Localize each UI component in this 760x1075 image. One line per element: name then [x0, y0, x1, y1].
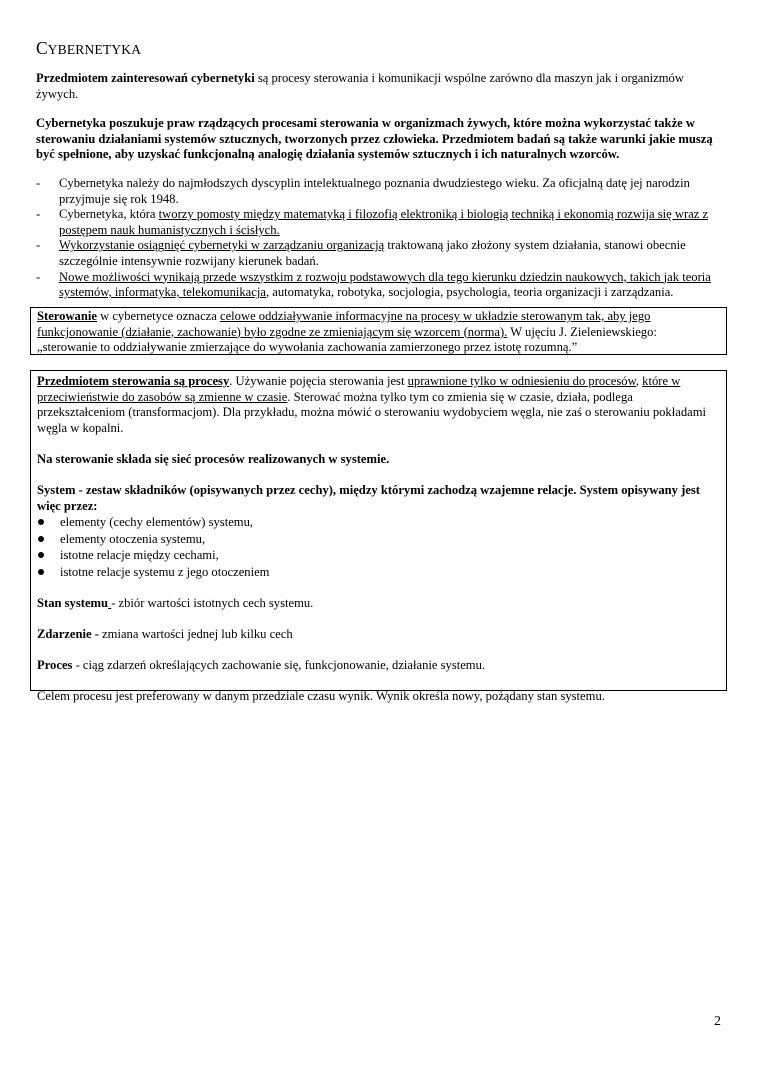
steering-term: Sterowanie [37, 309, 97, 323]
process-text: - ciąg zdarzeń określających zachowanie się, funkcjonowanie, działanie systemu. [72, 657, 486, 672]
steering-underlined: celowe oddziaływanie informacyjne na procesy w układzie sterowanym tak, aby jego funkcjonowanie (działanie, zachowanie) było zgodne ze zmieniającym się wzorcem (norma). [37, 309, 651, 339]
dash-marker: - [36, 238, 41, 253]
list-item-text: traktowaną jako złożony system działania, stanowi obecnie szczególnie intensywnie rozwijany kierunek badań. [59, 238, 686, 268]
list-item-text: , automatyka, robotyka, socjologia, psychologia, teoria organizacji i zarządzania. [265, 285, 674, 300]
state-term: Stan systemu [37, 595, 109, 610]
process-term: Proces [37, 657, 73, 672]
bullet-dot-icon [38, 519, 44, 525]
state-text: - zbiór wartości istotnych cech systemu. [111, 595, 314, 610]
list-item-underlined: Nowe możliwości wynikają przede wszystkim z rozwoju podstawowych dla tego kierunku dziedzin naukowych, takich jak teoria systemów, informatyka, telekomunikacja [59, 269, 711, 300]
bullet-text: elementy (cechy elementów) systemu, [60, 515, 254, 530]
bullet-dot-icon [38, 569, 44, 575]
process-definition [37, 658, 720, 674]
network-text: Na sterowanie składa się sieć procesów realizowanych w systemie. [37, 451, 390, 466]
processes-box [30, 370, 727, 704]
bullet-text: istotne relacje między cechami, [60, 548, 219, 563]
bullet-item [37, 564, 720, 580]
bullet-item [37, 514, 720, 530]
list-item [36, 270, 726, 301]
dash-list [36, 176, 726, 301]
intro-text: są procesy sterowania i komunikacji wspólne zarówno dla maszyn jak i organizmów żywych. [36, 71, 684, 101]
steering-quote: W ujęciu J. Zieleniewskiego: „sterowanie to oddziaływanie zmierzające do wywołania zachowania zamierzonego przez istotę rozumną.” [37, 324, 657, 355]
processes-underlined-2: które w przeciwieństwie do zasobów są zmienne w czasie [37, 374, 681, 404]
list-item-text: Cybernetyka należy do najmłodszych dyscyplin intelektualnego poznania dwudziestego wieku. Za oficjalną datę jej narodzin przyjmuje się rok 1948. [59, 176, 690, 206]
intro-bold: Przedmiotem zainteresowań cybernetyki [36, 71, 255, 85]
laws-paragraph [36, 116, 726, 163]
system-bullet-list [37, 514, 720, 580]
intro-paragraph [36, 71, 726, 102]
list-item [36, 207, 726, 238]
processes-text: , [635, 374, 643, 388]
processes-underlined-1: uprawnione tylko w odniesieniu do procesów [407, 374, 636, 388]
list-item-underlined: tworzy pomosty między matematyką i filozofią elektroniką i biologią techniką i ekonomią rozwija się wraz z postępem nauk humanistycznych i ścisłych. [59, 207, 709, 237]
event-term: Zdarzenie - [37, 626, 99, 641]
dash-marker: - [36, 176, 41, 190]
list-item-underlined: Wykorzystanie osiągnięć cybernetyki w zarządzaniu organizacją [59, 238, 385, 253]
bullet-dot-icon [38, 536, 44, 542]
bullet-item [37, 547, 720, 563]
bullet-item [37, 531, 720, 547]
dash-marker: - [36, 269, 41, 284]
laws-text: Cybernetyka poszukuje praw rządzących procesami sterowania w organizmach żywych, które można wykorzystać także w sterowaniu działaniami systemów sztucznych, tworzonych przez człowieka. Przedmiotem badań są także warunki jakie muszą być spełnione, aby uzyskać funkcjonalną analogię działania systemów sztucznych i ich naturalnych wzorców. [36, 116, 713, 162]
page-number: 2 [714, 1014, 721, 1029]
event-text: zmiana wartości jednej lub kilku cech [98, 626, 293, 641]
bullet-text: istotne relacje systemu z jego otoczeniem [60, 564, 270, 579]
list-item-text: Cybernetyka, która [59, 207, 159, 222]
title-initial: C [36, 38, 48, 58]
processes-term: Przedmiotem sterowania są procesy [37, 374, 230, 388]
system-definition [37, 483, 720, 514]
dash-marker: - [36, 207, 41, 222]
goal-text: Celem procesu jest preferowany w danym przedziale czasu wynik. Wynik określa nowy, pożądany stan systemu. [37, 689, 605, 704]
processes-text: . Sterować można tylko tym co zmienia się w czasie, działa, podlega przekształceniom (transformacjom). Dla przykładu, można mówić o sterowaniu wydobyciem węgla, nie zaś o sterowaniu pokładami węgla w kopalni. [37, 389, 706, 435]
list-item [36, 176, 726, 207]
event-definition [37, 627, 720, 643]
bullet-dot-icon [38, 552, 44, 558]
steering-text: w cybernetyce oznacza [96, 309, 220, 323]
network-paragraph [37, 452, 720, 468]
state-definition [37, 596, 720, 612]
list-item [36, 238, 726, 269]
steering-definition-box [30, 307, 727, 355]
goal-paragraph [37, 689, 720, 705]
bullet-text: elementy otoczenia systemu, [60, 531, 206, 546]
processes-text: . Używanie pojęcia sterowania jest [229, 374, 408, 388]
processes-paragraph [37, 374, 720, 436]
title-rest: YBERNETYKA [47, 42, 142, 57]
system-definition-text: System - zestaw składników (opisywanych przez cechy), między którymi zachodzą wzajemne relacje. System opisywany jest więc przez: [37, 483, 700, 513]
steering-definition [37, 309, 720, 356]
page-title [36, 38, 141, 60]
